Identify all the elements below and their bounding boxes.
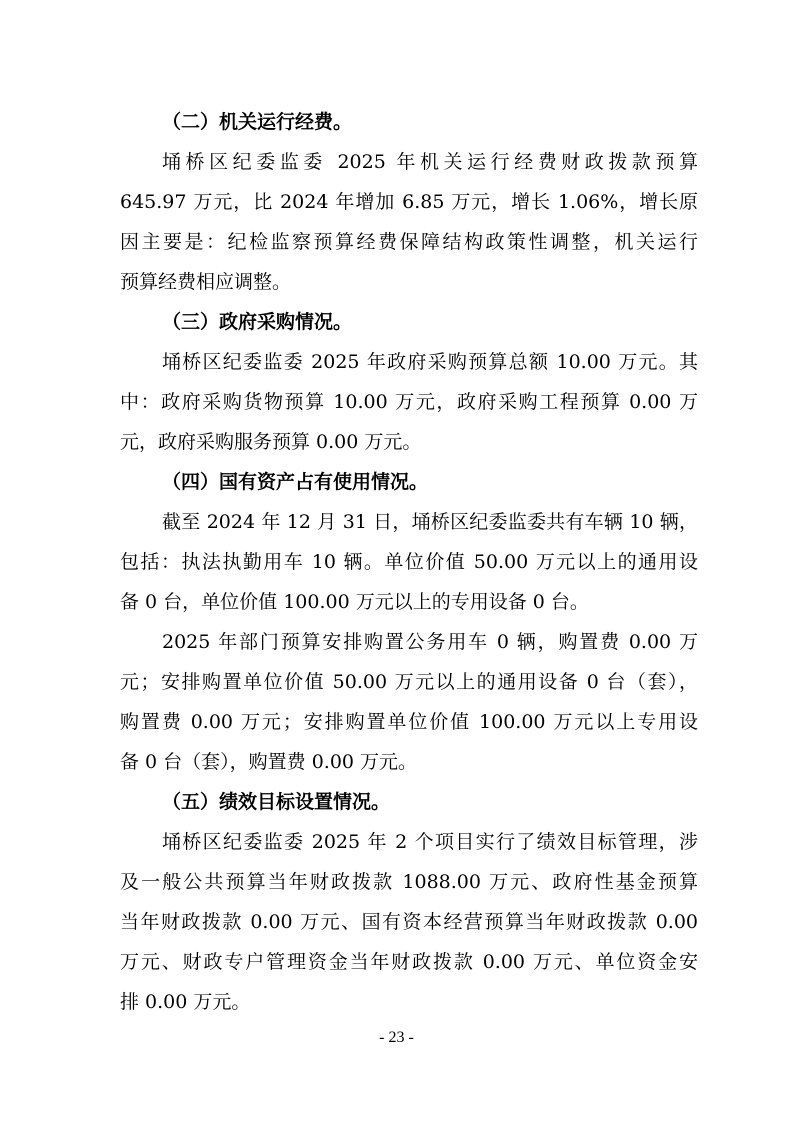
paragraph-line: 埇桥区纪委监委 2025 年机关运行经费财政拨款预算 xyxy=(162,151,698,173)
paragraph-line: 及一般公共预算当年财政拨款 1088.00 万元、政府性基金预算 xyxy=(120,871,698,893)
paragraph-line: 备 0 台（套），购置费 0.00 万元。 xyxy=(120,751,418,773)
paragraph-line: 当年财政拨款 0.00 万元、国有资本经营预算当年财政拨款 0.00 xyxy=(120,911,698,933)
paragraph-line: 排 0.00 万元。 xyxy=(120,991,251,1013)
paragraph-line: 购置费 0.00 万元；安排购置单位价值 100.00 万元以上专用设 xyxy=(120,711,698,733)
section-heading-procurement: （三）政府采购情况。 xyxy=(162,311,353,333)
paragraph-line: 万元、财政专户管理资金当年财政拨款 0.00 万元、单位资金安 xyxy=(120,951,698,973)
paragraph-line: 埇桥区纪委监委 2025 年 2 个项目实行了绩效目标管理，涉 xyxy=(162,831,698,853)
section-heading-operating-funds: （二）机关运行经费。 xyxy=(162,111,353,133)
paragraph-line: 元；安排购置单位价值 50.00 万元以上的通用设备 0 台（套）， xyxy=(120,671,698,693)
page-number: - 23 - xyxy=(379,1029,414,1046)
paragraph-line: 元，政府采购服务预算 0.00 万元。 xyxy=(120,431,422,453)
paragraph-line: 645.97 万元，比 2024 年增加 6.85 万元，增长 1.06%，增长原 xyxy=(120,191,698,213)
paragraph-line: 预算经费相应调整。 xyxy=(120,271,292,293)
paragraph-line: 截至 2024 年 12 月 31 日，埇桥区纪委监委共有车辆 10 辆， xyxy=(162,511,698,533)
section-heading-state-assets: （四）国有资产占有使用情况。 xyxy=(162,471,429,493)
paragraph-line: 中：政府采购货物预算 10.00 万元，政府采购工程预算 0.00 万 xyxy=(120,391,698,413)
paragraph-line: 备 0 台，单位价值 100.00 万元以上的专用设备 0 台。 xyxy=(120,591,589,613)
paragraph-line: 包括：执法执勤用车 10 辆。单位价值 50.00 万元以上的通用设 xyxy=(120,551,698,573)
paragraph-line: 因主要是：纪检监察预算经费保障结构政策性调整，机关运行 xyxy=(120,231,698,253)
paragraph-line: 埇桥区纪委监委 2025 年政府采购预算总额 10.00 万元。其 xyxy=(162,351,698,373)
section-heading-performance-goals: （五）绩效目标设置情况。 xyxy=(162,791,391,813)
paragraph-line: 2025 年部门预算安排购置公务用车 0 辆，购置费 0.00 万 xyxy=(162,631,698,653)
